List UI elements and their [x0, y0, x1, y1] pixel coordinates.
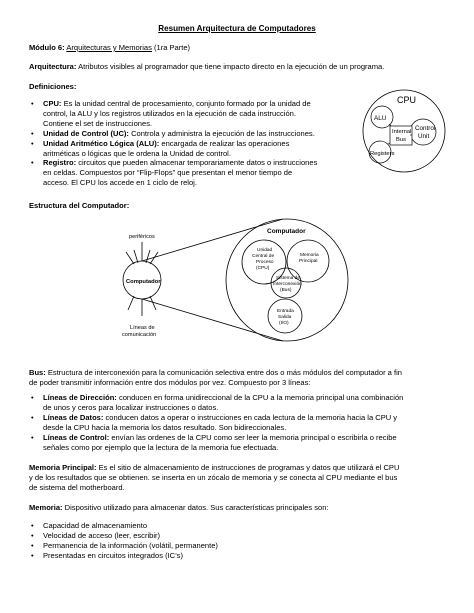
bus-paragraph: Bus: Estructura de interconexión para la comunicación selectiva entre dos o más módulos del computador a fin de poder transmitir información entre dos módulos por vez. Compuesto por 3 líneas:	[29, 368, 402, 387]
lineas-label-2: comunicación	[122, 332, 157, 338]
registers-label: Registers	[370, 151, 395, 157]
list-item: • Capacidad de almacenamiento	[29, 521, 449, 531]
list-item: • Velocidad de acceso (leer, escribir)	[29, 531, 449, 541]
definition-term: Registro:	[43, 158, 77, 168]
memoria-label-2: Principal	[299, 259, 318, 264]
memoria-paragraph: Memoria: Dispositivo utilizado para almacenar datos. Sus características principales son:	[29, 503, 329, 512]
definition-uc: • Unidad de Control (UC): Controla y administra la ejecución de las instrucciones.	[29, 129, 345, 139]
bus-label-2: Interconexión	[273, 282, 302, 287]
arquitectura-paragraph	[29, 62, 449, 72]
definition-term: Unidad de Control (UC):	[43, 128, 129, 138]
es-label-3: (I/O)	[279, 321, 289, 326]
computer-structure-diagram	[0, 214, 474, 364]
lineas-label-1: Líneas de	[130, 325, 155, 331]
es-label-2: Salida	[278, 315, 292, 320]
arquitectura-label: Arquitectura:	[29, 62, 77, 71]
control-unit-label-1: Control	[415, 125, 436, 132]
cpu-label-2: Central de	[252, 254, 275, 259]
bus-label-1: Sistema de	[276, 276, 300, 281]
cpu-diagram-title: CPU	[397, 95, 417, 105]
definiciones-list	[29, 99, 345, 188]
definition-term: CPU:	[43, 99, 62, 108]
module-topic: Arquitecturas y Memorias	[66, 43, 152, 52]
control-unit-circle	[410, 119, 436, 145]
module-part: (1ra Parte)	[154, 43, 191, 52]
control-unit-label-2: Unit	[418, 133, 430, 140]
bus-line-direccion: • Líneas de Dirección: conducen en forma unidireccional de la CPU a la memoria principal una combinación de unos y ceros para localizar instrucciones o datos.	[29, 393, 449, 413]
list-item: • Permanencia de la información (volátil, permanente)	[29, 541, 449, 551]
definition-registro: • Registro: circuitos que pueden almacenar temporariamente datos o instrucciones en celdas. Compuestos por “Flip-Flops” que presentan el menor tiempo de acceso. El CPU los accede en 1 ciclo de reloj.	[29, 158, 345, 188]
bus-lines-list	[29, 393, 449, 452]
module-label: Módulo 6:	[29, 43, 65, 52]
alu-label: ALU	[374, 115, 387, 122]
bus-line-control: • Líneas de Control: envían las ordenes de la CPU como ser leer la memoria principal o escribirla o recibe señales como por ejemplo que la lectura de la memoria fue efectuada.	[29, 433, 449, 453]
memoria-principal-paragraph: Memoria Principal: Es el sitio de almacenamiento de instrucciones de programas y datos que utilizará el CPU y de los resultados que se obtienen. se inserta en un zócalo de memoria y se conecta al CPU mediante el bus de sistema del motherboard.	[29, 463, 400, 492]
memoria-label-1: Memoria	[300, 253, 319, 258]
page-title: Resumen Arquitectura de Computadores	[158, 24, 316, 33]
cpu-label-4: (CPU)	[256, 266, 270, 271]
definiciones-heading: Definiciones:	[29, 82, 77, 91]
definition-cpu: • CPU: Es la unidad central de procesamiento, conjunto formado por la unidad de control, la ALU y los registros utilizados en la ejecución de cada instrucción. Contiene el set de instrucciones.	[29, 99, 345, 129]
es-label-1: Entrada	[277, 309, 294, 314]
cpu-diagram	[360, 88, 450, 174]
bus-label: Bus:	[29, 368, 46, 377]
bus-line-datos: • Líneas de Datos: conducen datos a operar o instrucciones en cada lectura de la memoria hacia la CPU y desde la CPU hacia la memoria los datos resultado. Son bidireccionales.	[29, 413, 449, 433]
list-item: • Presentadas en circuitos integrados (IC’s)	[29, 551, 449, 561]
module-line	[29, 43, 449, 53]
definition-alu: • Unidad Aritmético Lógica (ALU): encargada de realizar las operaciones aritméticas o lógicas que le ordena la Unidad de control.	[29, 139, 345, 159]
cpu-label-3: Proceso	[256, 260, 274, 265]
cpu-label-1: Unidad	[257, 248, 273, 253]
bus-label-3: (Bus)	[280, 288, 292, 293]
arquitectura-text: Atributos visibles al programador que tiene impacto directo en la ejecución de un programa.	[78, 62, 385, 71]
definition-term: Unidad Aritmético Lógica (ALU):	[43, 138, 160, 148]
memoria-characteristics-list	[29, 521, 449, 561]
estructura-heading: Estructura del Computador:	[29, 201, 130, 210]
internal-bus-label-2: Bus	[396, 137, 406, 143]
computador-big-label: Computador	[267, 228, 306, 235]
internal-bus-label-1: Internal	[392, 129, 412, 135]
computador-small-label: Computador	[126, 279, 161, 285]
perifericos-label: periféricos	[129, 234, 155, 240]
